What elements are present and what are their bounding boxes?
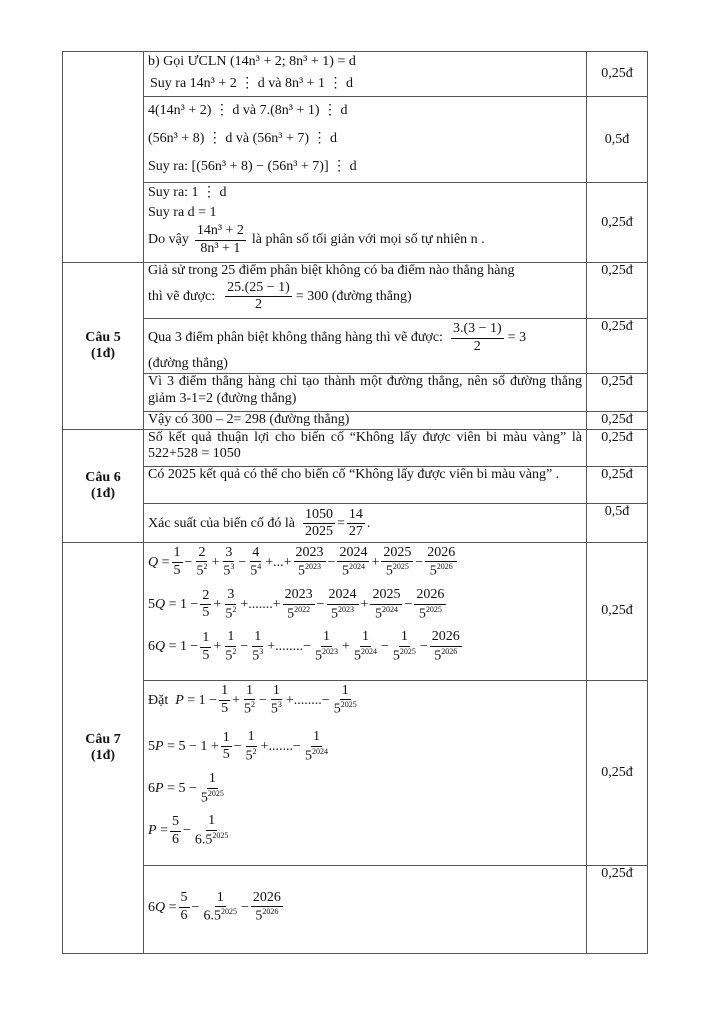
text-line: Vì 3 điểm thẳng hàng chỉ tạo thành một đường thẳng, nên số đường thẳng giảm 3-1=2 (đường thẳng) xyxy=(148,374,582,406)
numerator: 1050 xyxy=(303,507,335,525)
score: 0,25đ xyxy=(601,429,633,445)
math-line-6p: 6 P = 5 − 1 $5^{2025}$ xyxy=(148,771,224,806)
text: Xác suất của biến cố đó là xyxy=(148,515,295,531)
math-line-5p: 5 P = 5 − 1 + 1 5 − 1 $5^2$ +.......− 1 $5^{2024}$ xyxy=(148,728,328,764)
content-cell xyxy=(144,412,587,430)
question-points: (1đ) xyxy=(90,345,116,361)
content-cell xyxy=(144,503,587,542)
table-row xyxy=(63,503,648,542)
score-cell xyxy=(587,97,648,183)
question-cell xyxy=(63,263,144,430)
score-cell xyxy=(587,52,648,97)
denominator: 2 xyxy=(473,338,481,354)
text-line: Có 2025 kết quả có thể cho biến cố “Không lấy được viên bi màu vàng” . xyxy=(148,466,560,482)
score: 0,25đ xyxy=(601,374,633,389)
denominator: 2 xyxy=(254,297,262,313)
text-line: 4(14n³ + 2) ⋮ d và 7.(8n³ + 1) ⋮ d xyxy=(148,103,348,118)
table-row xyxy=(63,429,648,466)
content-cell xyxy=(144,183,587,263)
score: 0,25đ xyxy=(601,466,633,482)
table-row xyxy=(63,97,648,183)
score-cell xyxy=(587,466,648,503)
text-line: b) Gọi ƯCLN (14n³ + 2; 8n³ + 1) = d xyxy=(148,54,356,69)
numerator: 3.(3 − 1) xyxy=(451,321,504,339)
score-cell xyxy=(587,503,648,542)
score-cell xyxy=(587,263,648,319)
text-line: Vậy có 300 – 2= 298 (đường thẳng) xyxy=(148,412,350,427)
score-cell xyxy=(587,412,648,430)
text-line: Giả sử trong 25 điểm phân biệt không có ba điểm nào thẳng hàng xyxy=(148,263,515,278)
score-cell xyxy=(587,865,648,953)
content-cell xyxy=(144,680,587,865)
content-cell xyxy=(144,865,587,953)
text: = 300 (đường thẳng) xyxy=(295,288,412,304)
table-row xyxy=(63,680,648,865)
text-line: Suy ra 14n³ + 2 ⋮ d và 8n³ + 1 ⋮ d xyxy=(150,76,354,92)
question-label: Câu 7 xyxy=(85,731,121,747)
denominator: 8n³ + 1 xyxy=(200,240,241,256)
table-row xyxy=(63,183,648,263)
score-cell xyxy=(587,429,648,466)
text-line xyxy=(148,280,582,315)
question-points: (1đ) xyxy=(90,485,116,501)
text-line xyxy=(148,507,582,542)
question-points: (1đ) xyxy=(90,747,116,763)
question-label: Câu 5 xyxy=(85,329,121,345)
fraction xyxy=(195,223,246,258)
math-line-6q-result: 6 Q = 5 6 − 1 $6.5^{2025}$ − 2026 $5^{2026}$ xyxy=(148,889,281,924)
content-cell xyxy=(144,429,587,466)
text: . xyxy=(366,515,371,531)
score-cell xyxy=(587,680,648,865)
score: 0,25đ xyxy=(601,214,633,230)
content-cell xyxy=(144,319,587,374)
numerator: 14 xyxy=(347,507,365,525)
denominator: 27 xyxy=(348,524,363,540)
score: 0,25đ xyxy=(601,66,633,81)
text-line: Suy ra: [(56n³ + 8) − (56n³ + 7)] ⋮ d xyxy=(148,159,357,175)
text: = xyxy=(336,515,345,531)
table-row xyxy=(63,263,648,319)
score: 0,5đ xyxy=(604,503,630,519)
score-cell xyxy=(587,319,648,374)
table-row xyxy=(63,52,648,97)
score: 0,25đ xyxy=(601,319,633,334)
score: 0,25đ xyxy=(601,412,633,427)
content-cell xyxy=(144,52,587,97)
score: 0,25đ xyxy=(601,263,633,278)
text-line: (đường thẳng) xyxy=(148,355,228,371)
denominator: 2025 xyxy=(304,524,333,540)
text: Đặt xyxy=(148,692,169,708)
math-line-p: Đặt P = 1 − 1 5 + 1 $5^2$ − 1 $5^3$ +........− 1 $5^{2025}$ xyxy=(148,682,357,717)
text: Qua 3 điểm phân biệt không thẳng hàng thì vẽ được: xyxy=(148,330,443,346)
score-cell xyxy=(587,542,648,680)
math-line-p-result: P = 5 6 − 1 $6.5^{2025}$ xyxy=(148,813,229,848)
score-cell xyxy=(587,374,648,412)
text-line: Suy ra: 1 ⋮ d xyxy=(148,185,227,200)
content-cell xyxy=(144,542,587,680)
content-cell xyxy=(144,263,587,319)
score: 0,25đ xyxy=(601,603,633,619)
question-cell xyxy=(63,542,144,953)
text-line: Suy ra d = 1 xyxy=(148,205,217,221)
text-line xyxy=(148,223,582,258)
table-row xyxy=(63,542,648,680)
score-cell xyxy=(587,183,648,263)
fraction xyxy=(347,507,365,542)
text-line: (56n³ + 8) ⋮ d và (56n³ + 7) ⋮ d xyxy=(148,131,338,147)
table-row xyxy=(63,466,648,503)
math-line-5q: 5 Q = 1 − 2 5 + 3 $5^2$ +.......+ 2023 $5^{2022}$ − 2024 $5^{2023}$ + 2025 $5^{2024}$ − 2026 $5^{2025}$ xyxy=(148,586,445,622)
table-row xyxy=(63,865,648,953)
text: thì vẽ được: xyxy=(148,288,216,304)
question-label: Câu 6 xyxy=(85,469,121,485)
text-line xyxy=(148,321,582,356)
fraction xyxy=(225,280,292,315)
table-row xyxy=(63,412,648,430)
numerator: 25.(25 − 1) xyxy=(225,280,292,298)
text-line: Số kết quả thuận lợi cho biến cố “Không lấy được viên bi màu vàng” là 522+528 = 1050 xyxy=(148,429,582,462)
fraction xyxy=(451,321,504,356)
content-cell xyxy=(144,97,587,183)
math-line-q: Q = 1 5 − 2 $5^2$ + 3 $5^3$ − 4 $5^4$ +...+ 2023 $5^{2023}$ − 2024 $5^{2024}$ + 2025 $5^{2025}$ − 2026 $5^{2026}$ xyxy=(148,544,456,579)
math-line-6q: 6 Q = 1 − 1 5 + 1 $5^2$ − 1 $5^3$ +........− 1 $5^{2023}$ + 1 $5^{2024}$ − 1 $5^{2025}$ − 2026 $5^{2026}$ xyxy=(148,629,460,664)
table-row xyxy=(63,319,648,374)
score: 0,25đ xyxy=(601,865,633,881)
text: = 3 xyxy=(507,330,527,346)
table-row xyxy=(63,374,648,412)
score: 0,5đ xyxy=(604,131,630,147)
question-cell xyxy=(63,429,144,542)
question-cell-empty xyxy=(63,52,144,263)
solution-table xyxy=(62,51,648,954)
text: Do vậy xyxy=(148,232,189,248)
numerator: 14n³ + 2 xyxy=(195,223,246,241)
fraction xyxy=(303,507,335,542)
score: 0,25đ xyxy=(601,764,633,780)
content-cell xyxy=(144,466,587,503)
content-cell xyxy=(144,374,587,412)
text: là phân số tối giản với mọi số tự nhiên n . xyxy=(251,232,485,248)
